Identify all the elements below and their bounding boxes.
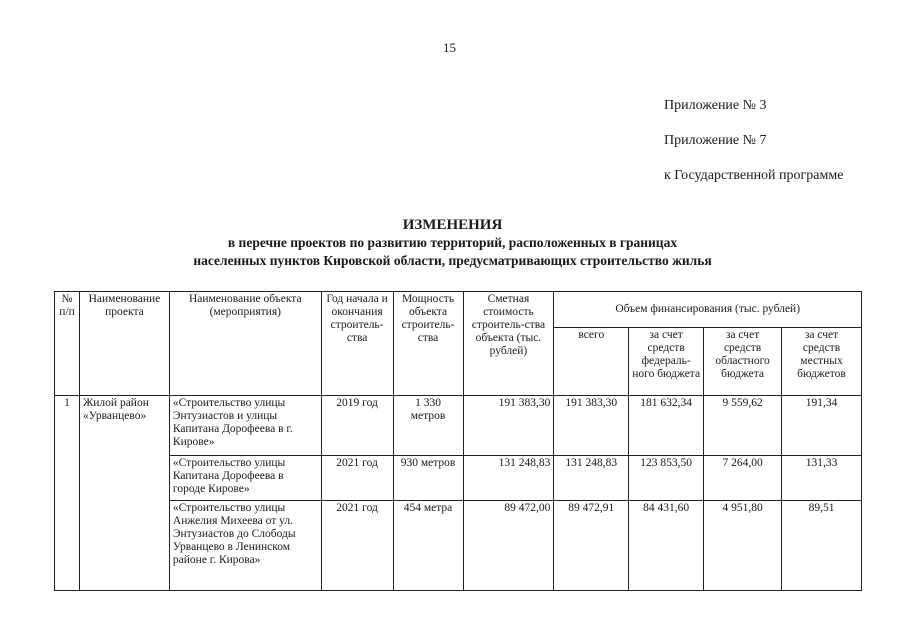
financing-local: 89,51 bbox=[782, 501, 862, 591]
financing-total: 191 383,30 bbox=[554, 396, 629, 456]
document-title: ИЗМЕНЕНИЯ bbox=[402, 217, 503, 233]
object-cost: 131 248,83 bbox=[463, 456, 554, 501]
project-name: Жилой район «Урванцево» bbox=[79, 396, 169, 591]
header-cost: Сметная стоимость строитель-ства объекта (тыс. рублей) bbox=[463, 292, 554, 396]
financing-total: 131 248,83 bbox=[554, 456, 629, 501]
header-object: Наименование объекта (мероприятия) bbox=[169, 292, 321, 396]
header-federal: за счет средств федераль-ного бюджета bbox=[629, 328, 704, 396]
document-subtitle-line-2: населенных пунктов Кировской области, предусматривающих строительство жилья bbox=[193, 253, 712, 268]
financing-regional: 9 559,62 bbox=[704, 396, 782, 456]
table-row bbox=[55, 456, 862, 501]
project-number: 1 bbox=[55, 396, 80, 591]
object-capacity: 454 метра bbox=[393, 501, 463, 591]
projects-table bbox=[54, 291, 862, 591]
page-number: 15 bbox=[443, 40, 456, 55]
object-name: «Строительство улицы Капитана Дорофеева в городе Кирове» bbox=[169, 456, 321, 501]
financing-local: 191,34 bbox=[782, 396, 862, 456]
object-capacity: 1 330 метров bbox=[393, 396, 463, 456]
object-name: «Строительство улицы Энтузиастов и улицы Капитана Дорофеева в г. Кирове» bbox=[169, 396, 321, 456]
header-total: всего bbox=[554, 328, 629, 396]
financing-federal: 181 632,34 bbox=[629, 396, 704, 456]
table-row bbox=[55, 396, 862, 456]
object-cost: 89 472,00 bbox=[463, 501, 554, 591]
header-local: за счет средств местных бюджетов bbox=[782, 328, 862, 396]
object-year: 2021 год bbox=[321, 456, 393, 501]
appendix-line-2: Приложение № 7 bbox=[664, 133, 767, 148]
object-name: «Строительство улицы Анжелия Михеева от ул. Энтузиастов до Слободы Урванцево в Ленинском районе г. Кирова» bbox=[169, 501, 321, 591]
financing-local: 131,33 bbox=[782, 456, 862, 501]
financing-federal: 123 853,50 bbox=[629, 456, 704, 501]
financing-regional: 7 264,00 bbox=[704, 456, 782, 501]
appendix-line-3: к Государственной программе bbox=[664, 168, 844, 183]
header-financing: Объем финансирования (тыс. рублей) bbox=[554, 292, 862, 328]
document-subtitle-line-1: в перечне проектов по развитию территорий, расположенных в границах bbox=[227, 235, 678, 250]
header-project: Наименование проекта bbox=[79, 292, 169, 396]
appendix-line-1: Приложение № 3 bbox=[664, 98, 767, 113]
financing-federal: 84 431,60 bbox=[629, 501, 704, 591]
header-year: Год начала и окончания строитель-ства bbox=[321, 292, 393, 396]
financing-regional: 4 951,80 bbox=[704, 501, 782, 591]
financing-total: 89 472,91 bbox=[554, 501, 629, 591]
object-year: 2019 год bbox=[321, 396, 393, 456]
object-cost: 191 383,30 bbox=[463, 396, 554, 456]
object-year: 2021 год bbox=[321, 501, 393, 591]
header-num: № п/п bbox=[55, 292, 80, 396]
header-capacity: Мощность объекта строитель-ства bbox=[393, 292, 463, 396]
table-row bbox=[55, 501, 862, 591]
header-regional: за счет средств областного бюджета bbox=[704, 328, 782, 396]
object-capacity: 930 метров bbox=[393, 456, 463, 501]
